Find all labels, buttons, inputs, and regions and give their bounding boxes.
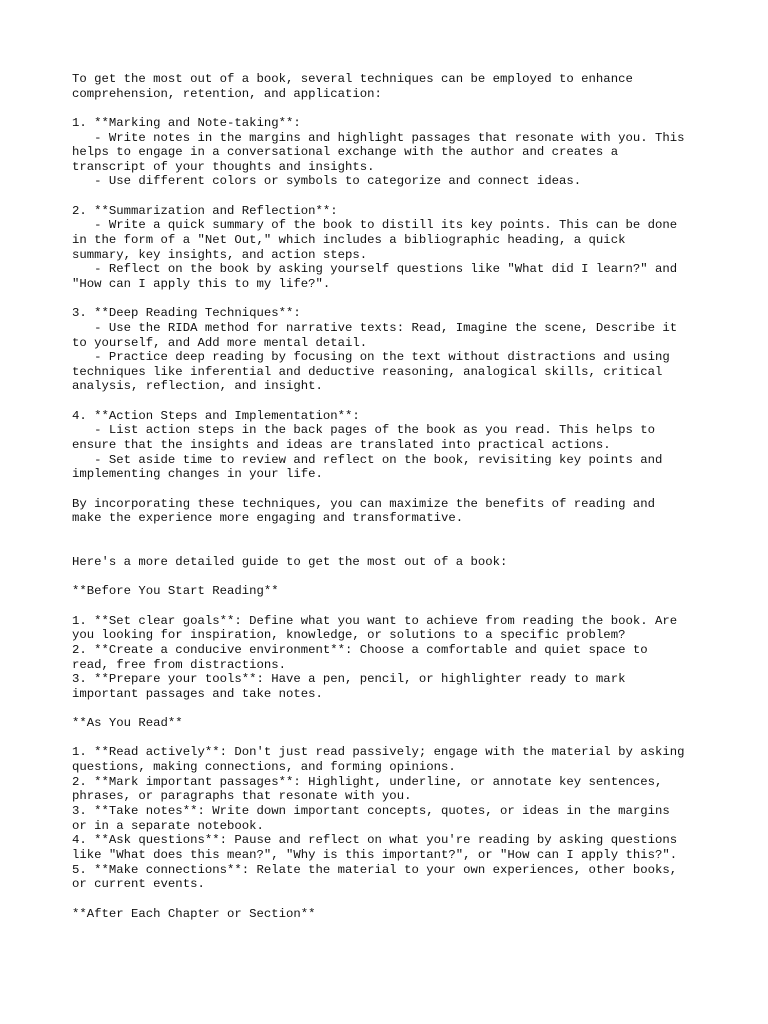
text-line: 2. **Summarization and Reflection**:: [72, 203, 338, 218]
text-line: - Write notes in the margins and highlight passages that resonate with you. This: [72, 130, 685, 145]
text-line: **Before You Start Reading**: [72, 584, 279, 599]
text-line: - Reflect on the book by asking yourself questions like "What did I learn?" and: [72, 262, 678, 277]
text-line: ensure that the insights and ideas are translated into practical actions.: [72, 438, 611, 453]
text-line: important passages and take notes.: [72, 686, 323, 701]
text-line: - Write a quick summary of the book to distill its key points. This can be done: [72, 218, 678, 233]
text-line: By incorporating these techniques, you can maximize the benefits of reading and: [72, 496, 655, 511]
text-line: 2. **Mark important passages**: Highlight, underline, or annotate key sentences,: [72, 774, 663, 789]
text-line: [72, 892, 712, 907]
text-line: - Practice deep reading by focusing on the text without distractions and using: [72, 350, 670, 365]
text-line: techniques like inferential and deductive reasoning, analogical skills, critical: [72, 364, 663, 379]
text-line: [72, 189, 712, 204]
text-line: comprehension, retention, and application:: [72, 86, 382, 101]
text-line: or current events.: [72, 877, 205, 892]
text-line: 3. **Deep Reading Techniques**:: [72, 306, 301, 321]
text-line: make the experience more engaging and transformative.: [72, 511, 464, 526]
text-line: **After Each Chapter or Section**: [72, 906, 316, 921]
text-line: - Set aside time to review and reflect on the book, revisiting key points and: [72, 452, 663, 467]
text-line: analysis, reflection, and insight.: [72, 379, 323, 394]
text-line: [72, 292, 712, 307]
text-line: [72, 599, 712, 614]
text-line: like "What does this mean?", "Why is this important?", or "How can I apply this?".: [72, 847, 678, 862]
text-line: [72, 541, 712, 556]
text-line: 2. **Create a conducive environment**: Choose a comfortable and quiet space to: [72, 642, 648, 657]
text-line: 4. **Ask questions**: Pause and reflect on what you're reading by asking questions: [72, 833, 678, 848]
text-line: - Use different colors or symbols to categorize and connect ideas.: [72, 174, 582, 189]
text-line: you looking for inspiration, knowledge, or solutions to a specific problem?: [72, 628, 626, 643]
text-line: 5. **Make connections**: Relate the material to your own experiences, other books,: [72, 862, 678, 877]
text-line: summary, key insights, and action steps.: [72, 247, 368, 262]
text-line: [72, 526, 712, 541]
text-line: [72, 731, 712, 746]
text-line: phrases, or paragraphs that resonate with you.: [72, 789, 412, 804]
text-line: read, free from distractions.: [72, 657, 287, 672]
text-line: helps to engage in a conversational exchange with the author and creates a: [72, 145, 619, 160]
text-line: Here's a more detailed guide to get the most out of a book:: [72, 555, 508, 570]
text-line: 1. **Marking and Note-taking**:: [72, 115, 301, 130]
text-line: [72, 482, 712, 497]
text-line: "How can I apply this to my life?".: [72, 276, 331, 291]
text-line: [72, 101, 712, 116]
text-line: questions, making connections, and forming opinions.: [72, 760, 456, 775]
text-line: or in a separate notebook.: [72, 818, 264, 833]
text-line: - List action steps in the back pages of the book as you read. This helps to: [72, 423, 655, 438]
document-text: [72, 72, 712, 921]
text-line: To get the most out of a book, several techniques can be employed to enhance: [72, 72, 633, 86]
text-line: to yourself, and Add more mental detail.: [72, 335, 368, 350]
text-line: [72, 394, 712, 409]
text-line: 1. **Set clear goals**: Define what you want to achieve from reading the book. Are: [72, 613, 678, 628]
text-line: 3. **Prepare your tools**: Have a pen, pencil, or highlighter ready to mark: [72, 672, 626, 687]
text-line: in the form of a "Net Out," which includes a bibliographic heading, a quick: [72, 233, 626, 248]
text-line: 1. **Read actively**: Don't just read passively; engage with the material by asking: [72, 745, 685, 760]
text-line: implementing changes in your life.: [72, 467, 323, 482]
text-line: [72, 702, 712, 717]
text-line: 4. **Action Steps and Implementation**:: [72, 408, 360, 423]
text-line: transcript of your thoughts and insights.: [72, 159, 375, 174]
text-line: **As You Read**: [72, 716, 183, 731]
text-line: 3. **Take notes**: Write down important concepts, quotes, or ideas in the margins: [72, 804, 670, 819]
text-line: [72, 570, 712, 585]
text-line: - Use the RIDA method for narrative texts: Read, Imagine the scene, Describe it: [72, 320, 678, 335]
